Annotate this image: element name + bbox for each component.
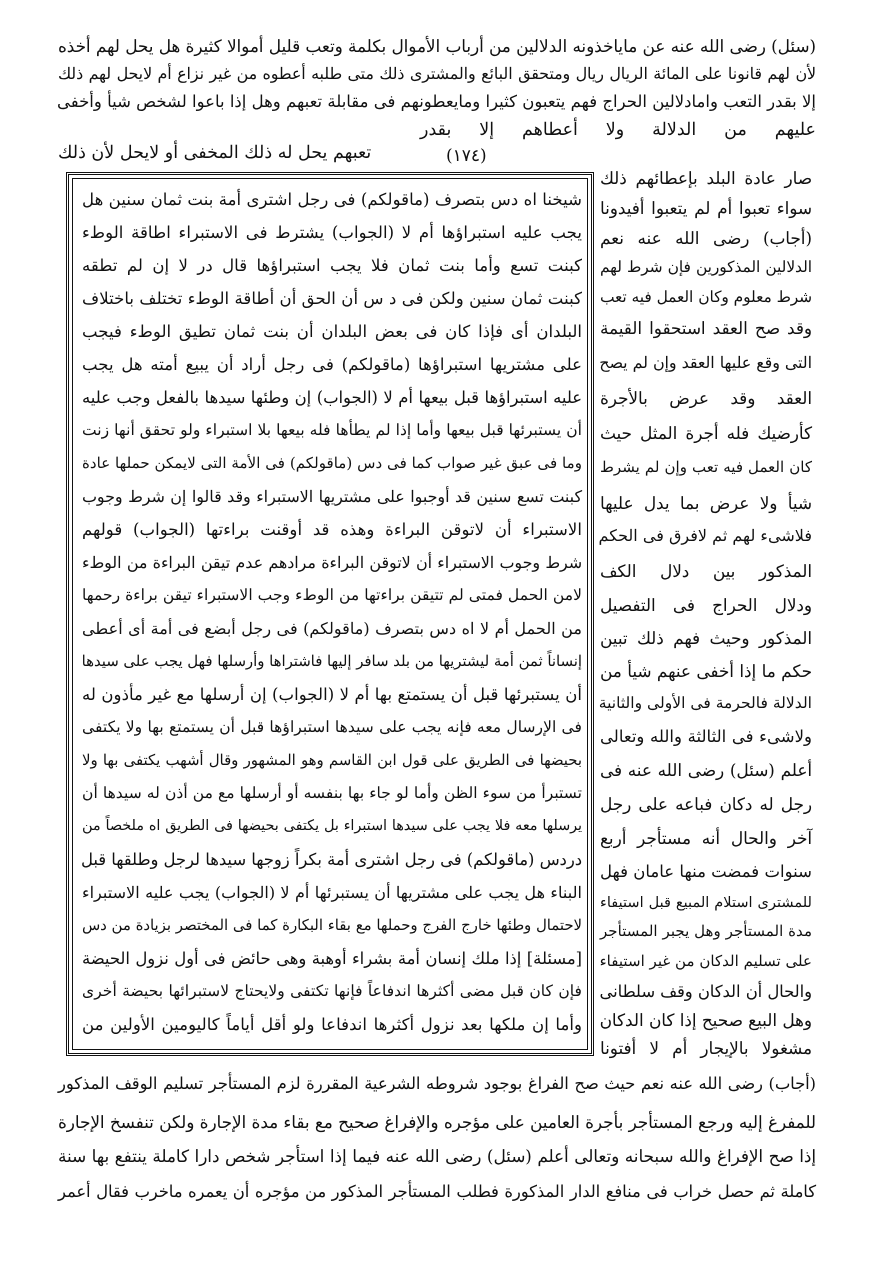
- side-line: آخر والحال أنه مستأجر أربع: [600, 828, 812, 848]
- bottom-text-line-1: (أجاب) رضى الله عنه نعم حيث صح الفراغ بوجود شروطه الشرعية المقررة لزم المستأجر تسليم الوقف المذكور: [58, 1074, 816, 1093]
- gloss-line: أن يستبرئها قبل بيعها وأما إذا لم يطأها فله بيعها بلا استبراء ولو تحقق أنها زنت: [82, 421, 582, 439]
- gloss-line: دردس (ماقولكم) فى رجل اشترى أمة بكراً زوجها سيدها لرجل وطلقها قبل: [80, 850, 582, 869]
- top-text-line-5: تعبهم يحل له ذلك المخفى أو لايحل لأن ذلك: [58, 143, 372, 163]
- gloss-line: لاحتمال وطئها خارج الفرج وحملها مع بقاء البكارة كما فى المختصر بزيادة من دس: [82, 916, 582, 934]
- side-line: مدة المستأجر وهل يجبر المستأجر: [600, 922, 812, 940]
- side-line: ولاشىء فى الثالثة والله وتعالى: [600, 727, 812, 746]
- top-text-line-3: إلا بقدر التعب وامادلالين الحراج فهم يتعبون كثيرا ومايعطونهم فى مقابلة تعبهم وهل إذا باعوا لشخص شيأ وأخفى: [57, 92, 816, 111]
- gloss-line: كبنت ثمان سنين ولكن فى د س أن الحق أن أطاقة الوطء تختلف باختلاف: [82, 289, 582, 308]
- gloss-line: وما فى عبق غير صواب كما فى دس (ماقولكم) فى الأمة التى لايمكن حملها عادة: [82, 454, 582, 472]
- page-number: ( ١٧٤ ): [440, 146, 493, 166]
- gloss-line: [مسئلة] إذا ملك إنسان أمة بشراء أوهبة وهى حائض فى أول نزول الحيضة: [82, 949, 582, 968]
- top-text-line-2: لأن لهم قانونا على المائة الريال ريال ومتحقق البائع والمشترى ذلك متى طلبه أعطوه من غير نزاع أم لايحل لهم ذلك: [58, 64, 816, 83]
- gloss-line: لامن الحمل فمتى لم تتيقن براءتها من الوطء وجب الاستبراء تيقن براءة رحمها: [82, 586, 582, 604]
- gloss-line: الاستبراء أن لاتوقن البراءة وهذه قد أوقنت براءتها (الجواب) قولهم: [82, 520, 582, 539]
- gloss-line: أن يستبرئها قبل أن يستمتع بها أم لا (الجواب) إن أرسلها مع غير مأذون له: [82, 685, 582, 704]
- gloss-line: شرط وجوب الاستبراء أن لاتوقن البراءة مرادهم عدم تيقن البراءة من الوطء: [82, 553, 582, 572]
- side-line: التى وقع عليها العقد وإن لم يصح: [599, 353, 812, 372]
- side-line: المذكور وحيث فهم ذلك تبين: [600, 628, 812, 648]
- gloss-line: شيخنا اه دس بتصرف (ماقولكم) فى رجل اشترى أمة بنت ثمان سنين هل: [82, 190, 582, 209]
- top-text-line-4: عليهم من الدلالة ولا أعطاهم إلا بقدر: [420, 120, 816, 140]
- bottom-text-line-2: للمفرغ إليه ورجع المستأجر بأجرة العامين على مؤجره والإفراغ صحيح مع بقاء مدة الإجارة ولكن تنفسخ الإجارة: [58, 1112, 816, 1132]
- gloss-line: فى الإرسال معه فإنه يجب على سيدها استبراؤها قبل أن يستمتع بها ولا يكتفى: [82, 718, 582, 736]
- side-line: الدلالين المذكورين فإن شرط لهم: [600, 258, 812, 276]
- top-text-line-1: (سئل) رضى الله عنه عن ماياخذونه الدلالين من أرباب الأموال بكلمة وتعب قليل أموالا كثيرة هل يحل لهم أخذه: [58, 36, 816, 56]
- side-line: كان العمل فيه تعب وإن لم يشرط: [600, 458, 812, 476]
- side-line: كأرضيك فله أجرة المثل حيث: [600, 423, 812, 443]
- gloss-line: كبنت تسع سنين قد أوجبوا على مشتريها الاستبراء وقد قالوا إن شرط وجوب: [82, 487, 582, 506]
- gloss-line: بحيضها فى الطريق على قول ابن القاسم وهو المشهور وقال أشهب يكتفى بها ولا: [82, 751, 582, 769]
- side-line: المذكور بين دلال الكف: [600, 561, 812, 581]
- side-line: سنوات فمضت منها عامان فهل: [599, 862, 812, 881]
- side-line: فلاشىء لهم ثم لافرق فى الحكم: [598, 526, 812, 545]
- side-line: للمشترى استلام المبيع قبل استيفاء: [600, 894, 812, 911]
- gloss-line: البناء هل يجب على مشتريها أن يستبرئها أم لا (الجواب) يجب عليه الاستبراء: [82, 883, 582, 902]
- gloss-line: عليه استبراؤها قبل بيعها أم لا (الجواب) إن وطئها سيدها بالفعل وجب عليه: [82, 388, 582, 407]
- bottom-text-line-4: كاملة ثم حصل خراب فى منافع الدار المذكورة فطلب المستأجر المذكور من مؤجره أن يعمره ماخرب فقال أعمر: [58, 1182, 816, 1201]
- gloss-line: من الحمل أم لا اه دس بتصرف (ماقولكم) فى رجل أبضع فى أمة أى أعطى: [82, 619, 582, 638]
- side-line: وقد صح العقد استحقوا القيمة: [600, 318, 812, 338]
- gloss-line: يجب عليه استبراؤها أم لا (الجواب) يشترط فى الاستبراء اطاقة الوطء: [82, 223, 582, 242]
- side-line: (أجاب) رضى الله عنه نعم: [600, 228, 812, 248]
- gloss-line: إنساناً ثمن أمة ليشتريها من بلد سافر إليها فاشتراها وأرسلها فهل يجب على سيدها: [81, 652, 582, 670]
- side-line: وهل البيع صحيح إذا كان الدكان: [599, 1010, 812, 1030]
- side-line: العقد وقد عرض بالأجرة: [600, 388, 812, 408]
- gloss-line: يرسلها معه فلا يجب على سيدها استبراء بل يكتفى بحيضها فى الطريق اه ملخصاً من: [82, 818, 582, 834]
- side-line: سواء تعبوا أم لم يتعبوا أفيدونا: [600, 198, 812, 218]
- side-line: حكم ما إذا أخفى عنهم شيأ من: [600, 661, 812, 681]
- side-line: صار عادة البلد بإعطائهم ذلك: [600, 168, 812, 188]
- side-line: على تسليم الدكان من غير استيفاء: [599, 952, 812, 970]
- side-line: رجل له دكان فباعه على رجل: [600, 794, 812, 814]
- side-line: أعلم (سئل) رضى الله عنه فى: [600, 760, 812, 780]
- gloss-line: كبنت تسع وأما بنت ثمان فلا يجب استبراؤها قال در لا إن لم تطقه: [82, 256, 582, 275]
- gloss-line: وأما إن ملكها بعد نزول أكثرها اندفاعا ولو أقل أياماً كاليومين الأولين من: [82, 1015, 582, 1034]
- side-line: الدلالة فالحرمة فى الأولى والثانية: [598, 694, 812, 712]
- side-line: شيأ ولا عرض بما يدل عليها: [600, 493, 812, 513]
- gloss-line: تستبرأ من سوء الظن وأما لو جاء بها بنفسه أو أرسلها مع من أذن له سيدها أن: [82, 784, 582, 802]
- gloss-line: البلدان أى فإذا كان فى بعض البلدان أن بنت ثمان تطيق الوطء فيجب: [82, 322, 582, 341]
- gloss-line: على مشتريها استبراؤها (ماقولكم) فى رجل أراد أن يبيع أمته هل يجب: [82, 355, 582, 374]
- bottom-text-line-3: إذا صح الإفراغ والله سبحانه وتعالى أعلم (سئل) رضى الله عنه فيما إذا استأجر شخص دارا كاملة ينتفع بها سنة: [58, 1146, 816, 1166]
- side-line: مشغولا بالإيجار أم لا أفتونا: [600, 1038, 812, 1058]
- side-line: ودلال الحراج فى التفصيل: [600, 595, 812, 615]
- side-line: شرط معلوم وكان العمل فيه تعب: [600, 288, 812, 306]
- gloss-line: فإن كان قبل مضى أكثرها اندفاعاً فإنها تكتفى ولايحتاج لاستبرائها بحيضة أخرى: [82, 982, 582, 1000]
- side-line: والحال أن الدكان وقف سلطانى: [599, 982, 812, 1001]
